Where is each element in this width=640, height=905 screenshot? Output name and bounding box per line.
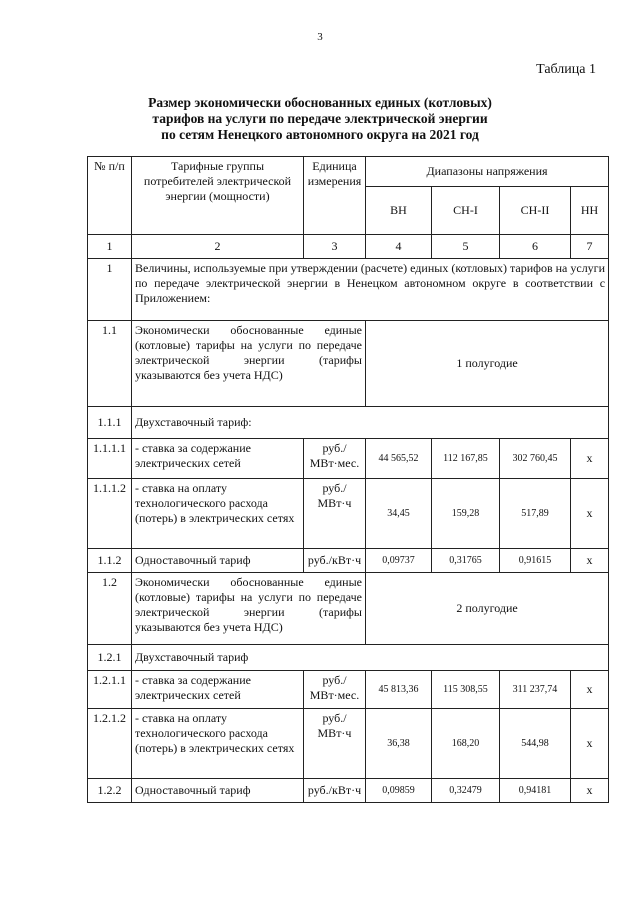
column-index: 6 bbox=[500, 235, 571, 259]
value-nn: х bbox=[571, 549, 609, 573]
table-row bbox=[88, 549, 609, 573]
column-index: 5 bbox=[432, 235, 500, 259]
section-row bbox=[88, 259, 609, 321]
value-sn2: 302 760,45 bbox=[500, 439, 571, 479]
value-sn1: 112 167,85 bbox=[432, 439, 500, 479]
heading-line: Размер экономически обоснованных единых (котловых) bbox=[148, 95, 492, 110]
rate-unit: руб./ МВт·мес. bbox=[304, 439, 366, 479]
row-number: 1.2.1 bbox=[88, 645, 132, 671]
value-vn: 45 813,36 bbox=[366, 671, 432, 709]
column-index: 7 bbox=[571, 235, 609, 259]
value-vn: 44 565,52 bbox=[366, 439, 432, 479]
column-index-row bbox=[88, 235, 609, 259]
rate-label: - ставка на оплату технологического расхода (потерь) в электрических сетях bbox=[132, 709, 304, 779]
table-row bbox=[88, 479, 609, 549]
row-number: 1.2.1.1 bbox=[88, 671, 132, 709]
value-nn: х bbox=[571, 671, 609, 709]
value-vn: 36,38 bbox=[366, 709, 432, 779]
half-year-description: Экономически обоснованные единые (котловые) тарифы на услуги по передаче электрической энергии (тарифы указываются без учета НДС) bbox=[132, 573, 366, 645]
value-sn2: 0,91615 bbox=[500, 549, 571, 573]
table-heading bbox=[90, 95, 550, 143]
header-sn2: СН-II bbox=[500, 187, 571, 235]
rate-unit: руб./ МВт·мес. bbox=[304, 671, 366, 709]
two-part-tariff-label: Двухставочный тариф bbox=[132, 645, 609, 671]
rate-label: Одноставочный тариф bbox=[132, 779, 304, 803]
value-nn: х bbox=[571, 779, 609, 803]
value-sn2: 517,89 bbox=[500, 479, 571, 549]
rate-unit: руб./ МВт·ч bbox=[304, 709, 366, 779]
rate-unit: руб./кВт·ч bbox=[304, 549, 366, 573]
value-sn1: 0,31765 bbox=[432, 549, 500, 573]
row-number: 1.1.1.1 bbox=[88, 439, 132, 479]
value-vn: 0,09737 bbox=[366, 549, 432, 573]
half-year-row bbox=[88, 321, 609, 407]
column-index: 4 bbox=[366, 235, 432, 259]
header-voltage-ranges: Диапазоны напряжения bbox=[366, 157, 609, 187]
value-vn: 0,09859 bbox=[366, 779, 432, 803]
rate-unit: руб./кВт·ч bbox=[304, 779, 366, 803]
row-number: 1.1.2 bbox=[88, 549, 132, 573]
page-number: 3 bbox=[317, 31, 323, 43]
row-number: 1.1.1.2 bbox=[88, 479, 132, 549]
half-year-period: 1 полугодие bbox=[366, 321, 609, 407]
header-consumer-groups: Тарифные группы потребителей электрической энергии (мощности) bbox=[132, 157, 304, 235]
row-number: 1 bbox=[88, 259, 132, 321]
row-number: 1.1.1 bbox=[88, 407, 132, 439]
row-number: 1.1 bbox=[88, 321, 132, 407]
rate-label: - ставка на оплату технологического расхода (потерь) в электрических сетях bbox=[132, 479, 304, 549]
two-part-tariff-row bbox=[88, 407, 609, 439]
header-row bbox=[88, 157, 609, 187]
value-sn1: 115 308,55 bbox=[432, 671, 500, 709]
section-description: Величины, используемые при утверждении (расчете) единых (котловых) тарифов на услуги по передаче электрической энергии в Ненецком автономном округе в соответствии с Приложением: bbox=[132, 259, 609, 321]
row-number: 1.2 bbox=[88, 573, 132, 645]
heading-line: по сетям Ненецкого автономного округа на 2021 год bbox=[161, 127, 479, 142]
two-part-tariff-label: Двухставочный тариф: bbox=[132, 407, 609, 439]
header-sn1: СН-I bbox=[432, 187, 500, 235]
table-row bbox=[88, 709, 609, 779]
tariff-table bbox=[87, 156, 609, 803]
value-sn1: 168,20 bbox=[432, 709, 500, 779]
table-row bbox=[88, 439, 609, 479]
value-nn: х bbox=[571, 439, 609, 479]
value-sn1: 159,28 bbox=[432, 479, 500, 549]
value-sn2: 0,94181 bbox=[500, 779, 571, 803]
table-label: Таблица 1 bbox=[536, 62, 596, 77]
two-part-tariff-row bbox=[88, 645, 609, 671]
half-year-period: 2 полугодие bbox=[366, 573, 609, 645]
column-index: 1 bbox=[88, 235, 132, 259]
header-no: № п/п bbox=[88, 157, 132, 235]
header-unit: Единица измерения bbox=[304, 157, 366, 235]
value-vn: 34,45 bbox=[366, 479, 432, 549]
header-nn: НН bbox=[571, 187, 609, 235]
half-year-row bbox=[88, 573, 609, 645]
rate-label: - ставка за содержание электрических сетей bbox=[132, 439, 304, 479]
value-sn2: 311 237,74 bbox=[500, 671, 571, 709]
table-row bbox=[88, 779, 609, 803]
column-index: 3 bbox=[304, 235, 366, 259]
row-number: 1.2.2 bbox=[88, 779, 132, 803]
half-year-description: Экономически обоснованные единые (котловые) тарифы на услуги по передаче электрической энергии (тарифы указываются без учета НДС) bbox=[132, 321, 366, 407]
value-sn1: 0,32479 bbox=[432, 779, 500, 803]
value-nn: х bbox=[571, 479, 609, 549]
header-vn: ВН bbox=[366, 187, 432, 235]
row-number: 1.2.1.2 bbox=[88, 709, 132, 779]
table-row bbox=[88, 671, 609, 709]
value-sn2: 544,98 bbox=[500, 709, 571, 779]
rate-unit: руб./ МВт·ч bbox=[304, 479, 366, 549]
rate-label: - ставка за содержание электрических сетей bbox=[132, 671, 304, 709]
heading-line: тарифов на услуги по передаче электрической энергии bbox=[152, 111, 488, 126]
value-nn: х bbox=[571, 709, 609, 779]
rate-label: Одноставочный тариф bbox=[132, 549, 304, 573]
column-index: 2 bbox=[132, 235, 304, 259]
